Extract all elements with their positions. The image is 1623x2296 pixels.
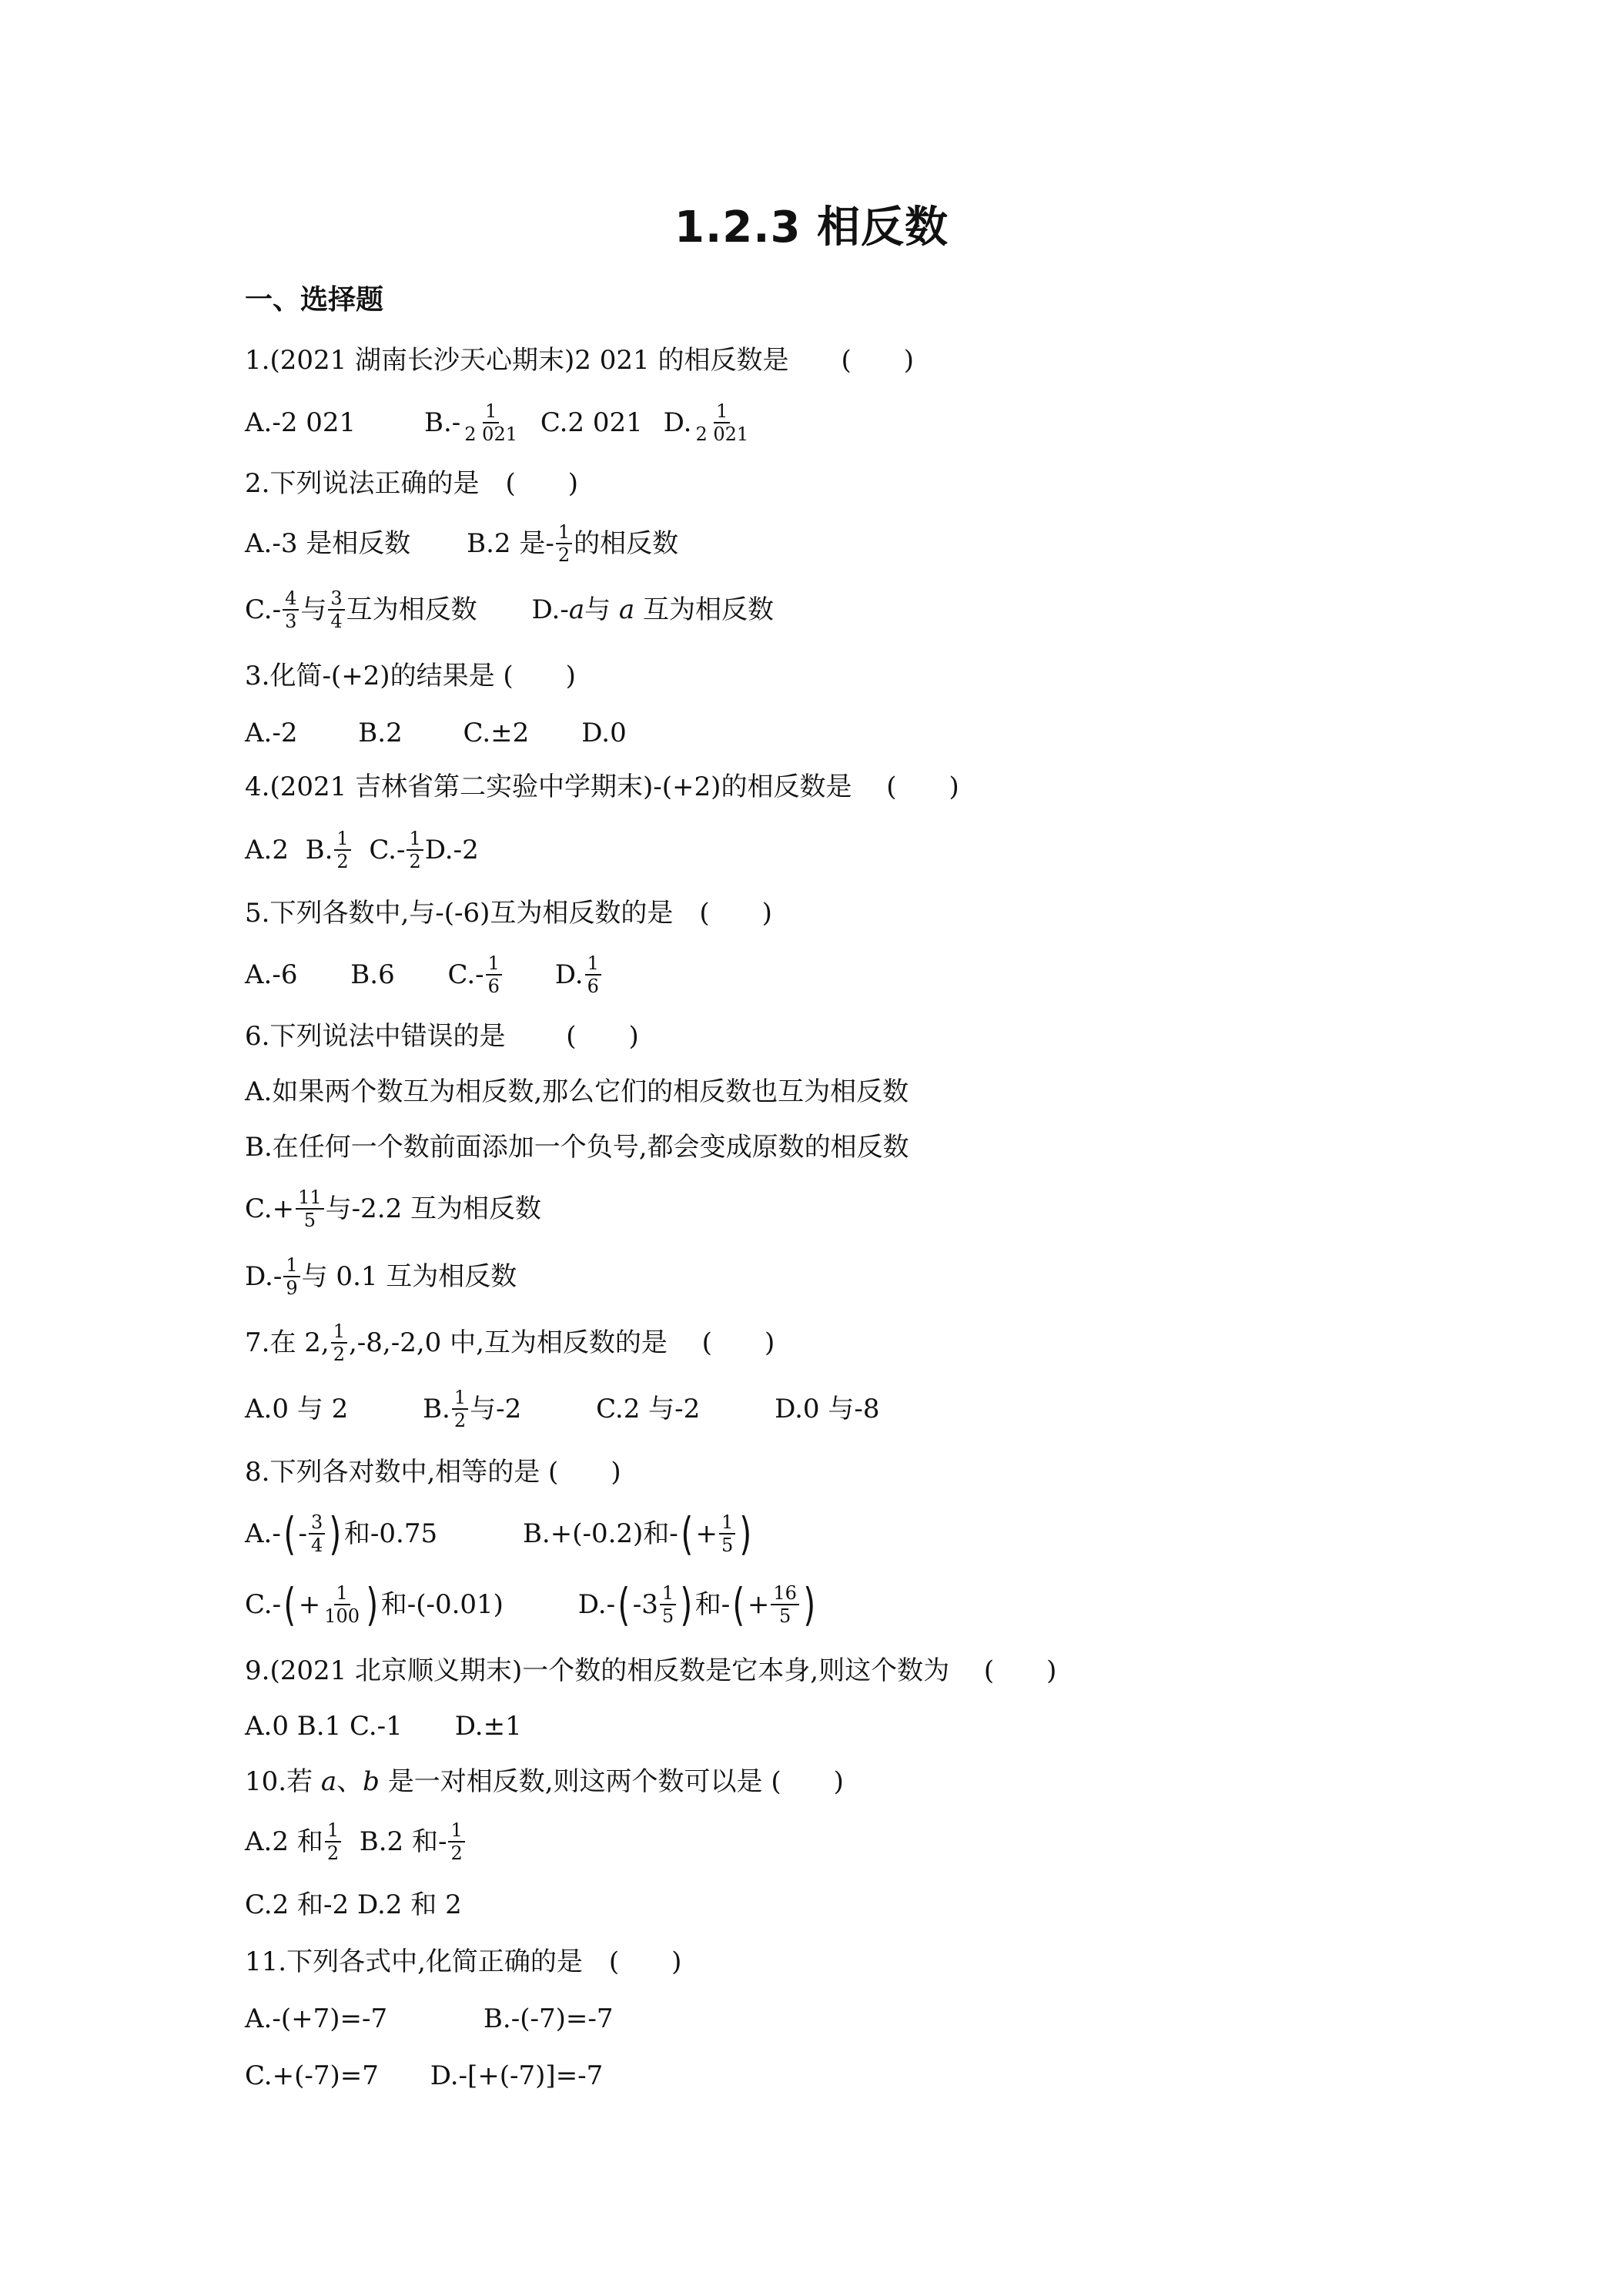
q7-option-c: C.2 与-2: [596, 1394, 701, 1424]
question-3-options: [245, 708, 627, 756]
q8-option-d-mixed-number: -3 $\frac{1}{5}$: [633, 1581, 678, 1628]
q8-option-c-suffix: 和-(-0.01): [380, 1589, 504, 1620]
q10-options-cd: C.2 和-2 D.2 和 2: [245, 1889, 462, 1920]
question-7-text-suffix: ,-8,-2,0 中,互为相反数的是 ( ): [348, 1327, 775, 1358]
q8-option-c-right-paren: ): [366, 1578, 379, 1631]
q1-option-b: B.-: [424, 407, 461, 438]
q8-option-b-left-paren: (: [681, 1508, 694, 1560]
question-1-text: 1.(2021 湖南长沙天心期末)2 021 的相反数是 ( ): [245, 345, 914, 376]
q2-option-b: B.2 是-: [467, 528, 554, 559]
q8-option-a-fraction: $\frac{3}{4}$: [309, 1512, 325, 1555]
q5-option-c-fraction: $\frac{1}{6}$: [486, 953, 502, 996]
q2-option-c-fraction-1: $\frac{4}{3}$: [283, 588, 299, 631]
q8-option-d-mid: 和-: [694, 1589, 731, 1620]
q10-option-b-fraction: $\frac{1}{2}$: [448, 1820, 464, 1863]
question-3-stem: [245, 651, 576, 699]
question-9-stem: [245, 1646, 1056, 1694]
q8-option-d-right-paren: ): [680, 1578, 693, 1631]
question-1-stem: [245, 336, 914, 383]
q8-option-c-prefix: C.-: [245, 1589, 282, 1620]
q5-option-d: D.: [554, 959, 584, 990]
q8-option-a-right-paren: ): [329, 1508, 342, 1560]
q8-option-a-left-paren: (: [283, 1508, 296, 1560]
question-7-stem: [245, 1318, 775, 1366]
q3-options: A.-2 B.2 C.±2 D.0: [245, 718, 627, 748]
q4-option-b-fraction: $\frac{1}{2}$: [334, 828, 350, 872]
q6-option-c-prefix: C.+: [245, 1193, 295, 1224]
question-4-stem: [245, 762, 959, 810]
q8-option-c-left-paren: (: [283, 1578, 296, 1631]
question-11-options-cd: [245, 2051, 603, 2099]
q6-option-d-fraction: $\frac{1}{9}$: [283, 1255, 300, 1298]
question-10-stem: [245, 1757, 844, 1805]
q5-option-c: C.-: [447, 959, 484, 990]
q8-option-c-sign: +: [298, 1589, 321, 1620]
question-8-stem: [245, 1448, 621, 1495]
question-9-options: [245, 1702, 522, 1749]
question-2-stem: [245, 459, 578, 507]
q2-option-a: A.-3 是相反数: [245, 528, 411, 559]
question-8-options-ab: [245, 1508, 755, 1560]
question-1-options: [245, 398, 752, 446]
section-heading: 一、选择题: [245, 284, 384, 316]
q10-option-a-fraction: $\frac{1}{2}$: [325, 1820, 341, 1863]
q8-option-d-sign-2: +: [747, 1589, 770, 1620]
question-7-fraction: $\frac{1}{2}$: [331, 1321, 347, 1364]
question-6-text: 6.下列说法中错误的是 ( ): [245, 1021, 639, 1052]
q8-option-a-sign: -: [298, 1518, 307, 1549]
question-9-text: 9.(2021 北京顺义期末)一个数的相反数是它本身,则这个数为 ( ): [245, 1655, 1057, 1686]
q9-options: A.0 B.1 C.-1 D.±1: [245, 1711, 522, 1742]
q6-option-c-suffix: 与-2.2 互为相反数: [325, 1193, 542, 1224]
q8-option-d-left-paren: (: [617, 1578, 631, 1631]
question-7-options: [245, 1384, 879, 1432]
q10-option-b: B.2 和-: [359, 1826, 447, 1857]
question-6-option-d: [245, 1252, 517, 1300]
q11-option-c: C.+(-7)=7: [245, 2060, 379, 2091]
q2-option-b-fraction: $\frac{1}{2}$: [556, 522, 572, 565]
q2-option-c: C.-: [245, 594, 282, 625]
q1-option-d-fraction: $\frac{1}{2 021}$: [695, 400, 749, 445]
q8-option-b-right-paren: ): [739, 1508, 752, 1560]
question-5-stem: [245, 889, 772, 936]
q8-option-d-fraction-2: $\frac{16}{5}$: [771, 1583, 799, 1626]
q2-option-b-suffix: 的相反数: [574, 528, 679, 559]
q6-option-d-prefix: D.-: [245, 1261, 283, 1292]
q6-option-d-suffix: 与 0.1 互为相反数: [301, 1261, 517, 1292]
question-2-text: 2.下列说法正确的是 ( ): [245, 468, 578, 499]
q8-option-d-prefix: D.-: [577, 1589, 616, 1620]
q2-option-d: D.-a与 a 互为相反数: [531, 594, 775, 625]
q5-option-b: B.6: [350, 959, 395, 990]
q7-option-b-fraction: $\frac{1}{2}$: [452, 1387, 468, 1431]
page-title: 1.2.3 相反数: [674, 202, 949, 253]
q11-option-b: B.-(-7)=-7: [483, 2003, 614, 2034]
question-6-option-c: [245, 1184, 541, 1232]
q7-option-b-suffix: 与-2: [470, 1394, 522, 1424]
question-8-options-cd: [245, 1578, 818, 1631]
q2-option-c-suffix: 互为相反数: [346, 594, 477, 625]
question-6-option-b: [245, 1123, 909, 1170]
question-8-text: 8.下列各对数中,相等的是 ( ): [245, 1457, 621, 1488]
q1-option-b-fraction: $\frac{1}{2 021}$: [464, 400, 517, 445]
q10-option-a: A.2 和: [245, 1826, 323, 1857]
question-2-options-ab: [245, 519, 678, 567]
q7-option-b: B.: [423, 1394, 450, 1424]
q11-option-d: D.-[+(-7)]=-7: [430, 2060, 604, 2091]
q1-option-a: A.-2 021: [245, 407, 356, 438]
q8-option-d-left-paren-2: (: [732, 1578, 745, 1631]
question-11-stem: [245, 1937, 681, 1985]
q4-option-c: C.-: [369, 835, 406, 865]
q4-option-c-fraction: $\frac{1}{2}$: [407, 828, 423, 872]
q8-option-b-prefix: B.+(-0.2)和-: [522, 1518, 678, 1549]
q11-option-a: A.-(+7)=-7: [245, 2003, 388, 2034]
q8-option-c-fraction: $\frac{1}{100}$: [324, 1582, 360, 1627]
q2-option-c-fraction-2: $\frac{3}{4}$: [328, 588, 344, 631]
q6-option-a: A.如果两个数互为相反数,那么它们的相反数也互为相反数: [245, 1076, 909, 1107]
q5-option-a: A.-6: [245, 959, 298, 990]
question-5-text: 5.下列各数中,与-(-6)互为相反数的是 ( ): [245, 898, 772, 929]
question-6-stem: [245, 1012, 639, 1059]
q8-option-b-fraction: $\frac{1}{5}$: [719, 1512, 735, 1555]
question-11-options-ab: [245, 1994, 613, 2042]
q7-option-d: D.0 与-8: [775, 1394, 880, 1424]
question-2-options-cd: [245, 585, 774, 633]
question-6-option-a: [245, 1067, 909, 1115]
question-10-options-ab: [245, 1817, 467, 1865]
q8-option-a-prefix: A.-: [245, 1518, 281, 1549]
q4-option-a: A.2: [245, 835, 289, 865]
question-11-text: 11.下列各式中,化简正确的是 ( ): [245, 1946, 682, 1977]
question-10-options-cd: [245, 1880, 462, 1928]
q8-option-a-suffix: 和-0.75: [343, 1518, 438, 1549]
q8-option-b-sign: +: [695, 1518, 718, 1549]
q6-option-c-fraction: $\frac{11}{5}$: [296, 1187, 324, 1230]
q1-option-d: D.: [663, 407, 692, 438]
q4-option-d: D.-2: [424, 835, 479, 865]
q4-option-b: B.: [305, 835, 333, 865]
question-4-options: [245, 825, 479, 873]
q5-option-d-fraction: $\frac{1}{6}$: [585, 953, 601, 996]
q7-option-a: A.0 与 2: [245, 1394, 349, 1424]
q8-option-d-right-paren-2: ): [803, 1578, 816, 1631]
q2-option-c-mid: 与: [300, 594, 327, 625]
q6-option-b: B.在任何一个数前面添加一个负号,都会变成原数的相反数: [245, 1132, 909, 1163]
question-3-text: 3.化简-(+2)的结果是 ( ): [245, 661, 576, 691]
question-7-text-prefix: 7.在 2,: [245, 1327, 330, 1358]
question-10-text: 10.若 a、b 是一对相反数,则这两个数可以是 ( ): [245, 1766, 844, 1797]
q1-option-c: C.2 021: [540, 407, 643, 438]
question-4-text: 4.(2021 吉林省第二实验中学期末)-(+2)的相反数是 ( ): [245, 771, 959, 802]
question-5-options: [245, 950, 603, 998]
